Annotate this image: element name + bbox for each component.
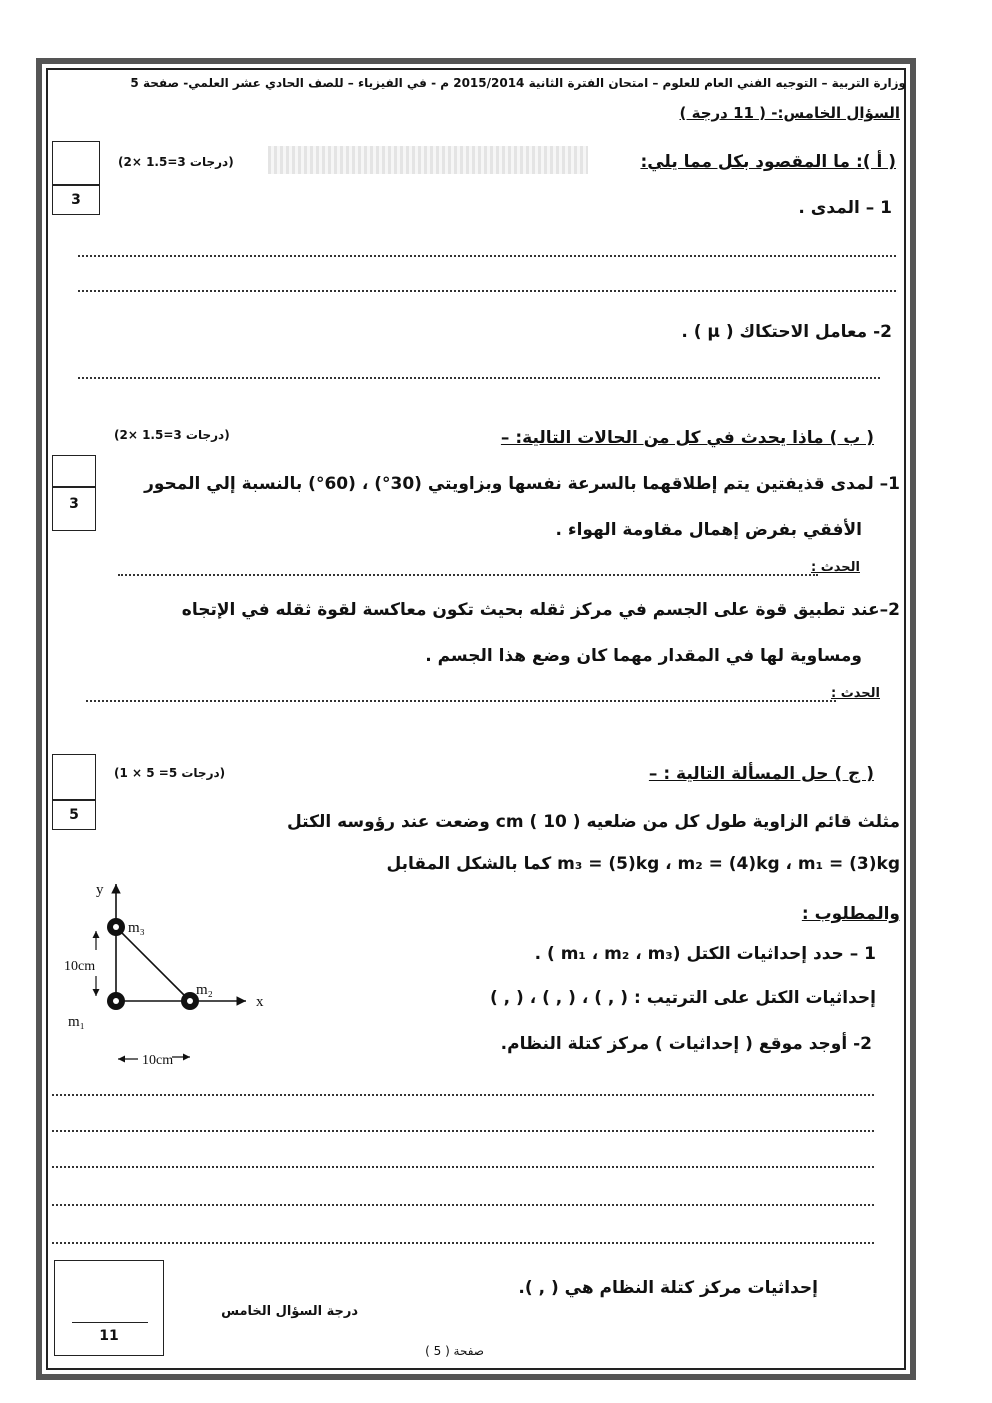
center-of-mass-answer: إحداثيات مركز كتلة النظام هي ( , ). <box>518 1278 818 1298</box>
required-label: والمطلوب : <box>801 904 900 924</box>
answer-line <box>52 1130 874 1132</box>
m1-label: m₁ <box>68 1014 85 1030</box>
answer-line <box>52 1166 874 1168</box>
answer-line <box>78 290 896 292</box>
answer-line <box>52 1242 874 1244</box>
part-a-title: ( أ ): ما المقصود بكل مما يلي: <box>640 152 896 172</box>
x-label: x <box>256 994 264 1010</box>
part-b-item-2-line-1: 2–عند تطبيق قوة على الجسم في مركز ثقله بحيث تكون معاكسة لقوة ثقله في الإتجاه <box>181 600 900 620</box>
page-border-inner <box>46 68 906 1370</box>
score-divider <box>72 1322 148 1323</box>
answer-line <box>86 700 836 702</box>
total-score: 11 <box>99 1328 119 1344</box>
answer-line <box>118 574 818 576</box>
part-a-item-2: 2- معامل الاحتكاك ( μ ) . <box>681 322 892 342</box>
part-c-line-2: m₃ = (5)kg ، m₂ = (4)kg ، m₁ = (3)kg كما بالشكل المقابل <box>386 854 900 874</box>
part-b-item-1-line-1: 1– لمدى قذيفتين يتم إطلاقهما بالسرعة نفسها وبزاويتي (30°) ، (60°) بالنسبة إلي المحور <box>144 474 900 494</box>
total-score-label: درجة السؤال الخامس <box>221 1304 358 1319</box>
part-b-item-1-line-2: الأفقي بفرض إهمال مقاومة الهواء . <box>555 520 862 540</box>
coordinates-blank: إحداثيات الكتل على الترتيب : ( , ) ، ( , ) ، ( , ) <box>489 988 876 1008</box>
hypotenuse <box>116 927 190 1001</box>
vertical-length-label: 10cm <box>64 959 96 974</box>
required-1: 1 – حدد إحداثيات الكتل (m₁ ، m₂ ، m₃ ) . <box>534 944 876 964</box>
part-a-item-1: 1 – المدى . <box>798 198 892 218</box>
score-box-a: 3 <box>52 185 100 215</box>
event-label-1: الحدث : <box>810 560 860 575</box>
part-b-title: ( ب ) ماذا يحدث في كل من الحالات التالية: – <box>500 428 874 448</box>
part-b-item-2-line-2: ومساوية لها في المقدار مهما كان وضع هذا الجسم . <box>425 646 862 666</box>
question-title: السؤال الخامس:- ( 11 درجة ) <box>679 104 900 122</box>
part-c-line-1: مثلث قائم الزاوية طول كل من ضلعيه ( 10 ) cm وضعت عند رؤوسه الكتل <box>286 812 900 832</box>
triangle-figure <box>56 876 286 1076</box>
score-box-b: 3 <box>52 487 96 531</box>
answer-line <box>78 377 880 379</box>
answer-line <box>52 1204 874 1206</box>
page-header: وزارة التربية – التوجيه الفني العام للعلوم – امتحان الفترة الثانية 2015/2014 م - في الفيزياء – للصف الحادي عشر العلمي- صفحة 5 <box>130 76 906 90</box>
score-box-c-top <box>52 754 96 800</box>
part-c-marks: (1 × 5 =5 درجات) <box>114 766 226 780</box>
m3-label: m₃ <box>128 920 145 936</box>
answer-line <box>78 255 896 257</box>
page-number: صفحة ( 5 ) <box>425 1344 484 1358</box>
horizontal-length-label: 10cm <box>142 1053 174 1068</box>
score-box-c: 5 <box>52 800 96 830</box>
event-label-2: الحدث : <box>830 686 880 701</box>
score-box-a-top <box>52 141 100 185</box>
answer-line <box>52 1094 874 1096</box>
score-box-b-top <box>52 455 96 487</box>
part-c-title: ( ج ) حل المسألة التالية : – <box>648 764 874 784</box>
m2-label: m₂ <box>196 982 213 998</box>
required-2: 2- أوجد موقع ( إحداثيات ) مركز كتلة النظام. <box>500 1034 872 1054</box>
y-label: y <box>96 882 104 898</box>
faded-stamp <box>268 146 588 174</box>
part-a-marks: (2× 1.5=3 درجات) <box>118 155 234 169</box>
part-b-marks: (2× 1.5=3 درجات) <box>114 428 230 442</box>
